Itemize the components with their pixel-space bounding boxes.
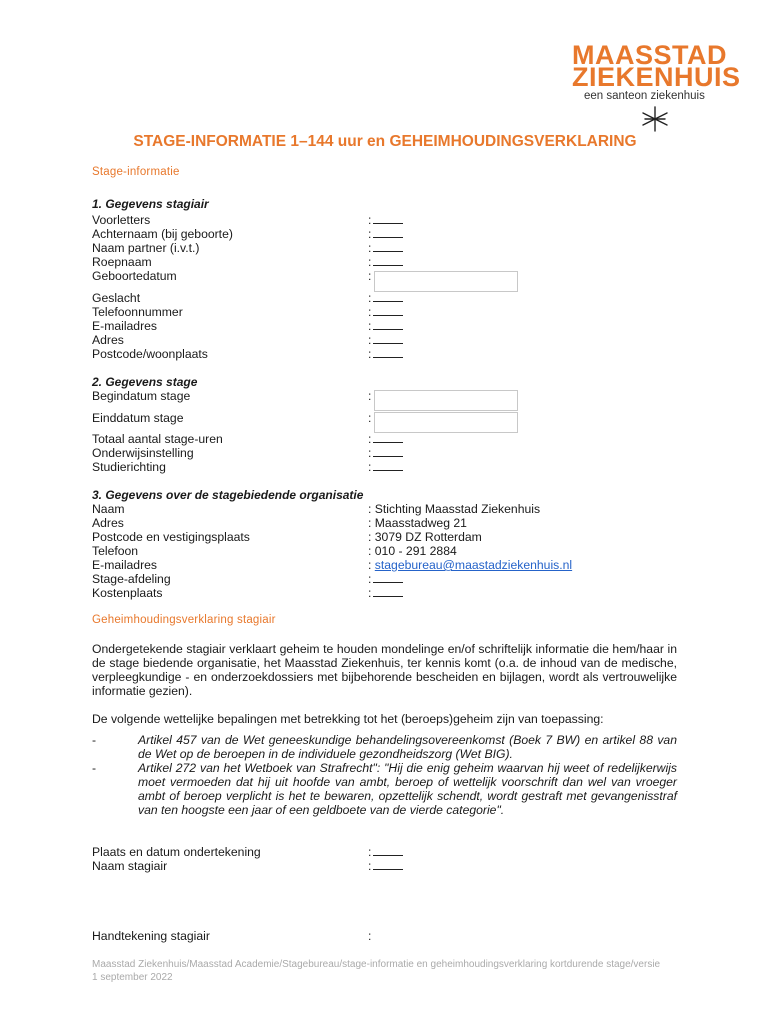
logo-tagline: een santeon ziekenhuis (584, 90, 705, 102)
section-3-heading: 3. Gegevens over de stagebiedende organisatie (92, 488, 364, 502)
field-label-stage-uren: Totaal aantal stage-uren (92, 432, 223, 446)
field-label-einddatum: Einddatum stage (92, 411, 184, 425)
page-title: STAGE-INFORMATIE 1–144 uur en GEHEIMHOUDINGSVERKLARING (133, 133, 637, 150)
org-label-emailadres: E-mailadres (92, 558, 158, 572)
field-label-onderwijsinstelling: Onderwijsinstelling (92, 446, 194, 460)
field-label-studierichting: Studierichting (92, 460, 166, 474)
org-label-kostenplaats: Kostenplaats (92, 586, 163, 600)
field-value-stage-uren[interactable]: : (368, 432, 403, 446)
field-value-achternaam[interactable]: : (368, 227, 403, 241)
org-value-postcode: : 3079 DZ Rotterdam (368, 530, 482, 544)
field-label-geboortedatum: Geboortedatum (92, 269, 177, 283)
field-label-naam-partner: Naam partner (i.v.t.) (92, 241, 200, 255)
field-label-postcode-woonplaats: Postcode/woonplaats (92, 347, 208, 361)
org-label-telefoon: Telefoon (92, 544, 139, 558)
field-value-roepnaam[interactable]: : (368, 255, 403, 269)
einddatum-input[interactable] (374, 412, 518, 433)
field-value-begindatum-colon: : (368, 389, 372, 403)
field-value-voorletters[interactable]: : (368, 213, 403, 227)
stage-info-heading: Stage-informatie (92, 166, 180, 178)
confidentiality-heading: Geheimhoudingsverklaring stagiair (92, 614, 276, 626)
org-value-telefoon: : 010 - 291 2884 (368, 544, 457, 558)
field-label-voorletters: Voorletters (92, 213, 151, 227)
bullet-text-1: Artikel 457 van de Wet geneeskundige behandelingsovereenkomst (Boek 7 BW) en artikel 88 van de Wet op de beroepen in de individuele gezondheidszorg (Wet BIG). (138, 733, 677, 761)
field-label-emailadres: E-mailadres (92, 319, 158, 333)
field-value-emailadres[interactable]: : (368, 319, 403, 333)
org-label-stage-afdeling: Stage-afdeling (92, 572, 171, 586)
logo-line-1: MAASSTAD (572, 40, 727, 70)
logo-line-2: ZIEKENHUIS (572, 62, 741, 92)
org-value-adres: : Maasstadweg 21 (368, 516, 467, 530)
field-value-onderwijsinstelling[interactable]: : (368, 446, 403, 460)
sign-value-plaats-datum[interactable]: : (368, 845, 403, 859)
confidentiality-paragraph-1: Ondergetekende stagiair verklaart geheim te houden mondelinge en/of schriftelijk informatie die hem/haar in de stage biedende organisatie, het Maasstad Ziekenhuis, ter kennis komt (o.a. de inhoud van de medische, verpleegkundige - en onderzoekdossiers met bijbehorende bescheiden en bijlagen, wordt als vertrouwelijke informatie gezien). (92, 642, 677, 698)
org-value-stage-afdeling[interactable]: : (368, 572, 403, 586)
signature-field[interactable]: : (368, 929, 372, 943)
field-value-naam-partner[interactable]: : (368, 241, 403, 255)
field-label-telefoonnummer: Telefoonnummer (92, 305, 183, 319)
org-value-emailadres: : stagebureau@maastadziekenhuis.nl (368, 558, 573, 572)
section-2-heading: 2. Gegevens stage (92, 375, 198, 389)
field-value-telefoonnummer[interactable]: : (368, 305, 403, 319)
field-value-geslacht[interactable]: : (368, 291, 403, 305)
org-label-postcode: Postcode en vestigingsplaats (92, 530, 250, 544)
field-label-roepnaam: Roepnaam (92, 255, 152, 269)
email-link[interactable]: stagebureau@maastadziekenhuis.nl (374, 558, 573, 572)
field-label-begindatum: Begindatum stage (92, 389, 191, 403)
field-label-geslacht: Geslacht (92, 291, 141, 305)
geboortedatum-input[interactable] (374, 271, 518, 292)
field-label-adres: Adres (92, 333, 124, 347)
org-value-naam: : Stichting Maasstad Ziekenhuis (368, 502, 541, 516)
field-value-geboortedatum-colon: : (368, 269, 372, 283)
bullet-text-2: Artikel 272 van het Wetboek van Strafrecht": "Hij die enig geheim waarvan hij weet of redelijkerwijs moet vermoeden dat hij uit hoofde van ambt, beroep of wettelijk voorschrift dan wel van vroeger ambt of beroep verplicht is het te bewaren, opzettelijk schendt, wordt gestraft met gevangenisstraf van ten hoogste een jaar of een geldboete van de vierde categorie". (138, 761, 677, 817)
sign-label-naam-stagiair: Naam stagiair (92, 859, 168, 873)
org-value-kostenplaats[interactable]: : (368, 586, 403, 600)
org-label-naam: Naam (92, 502, 125, 516)
star-icon (640, 106, 670, 132)
field-value-einddatum-colon: : (368, 411, 372, 425)
field-value-postcode-woonplaats[interactable]: : (368, 347, 403, 361)
sign-value-naam-stagiair[interactable]: : (368, 859, 403, 873)
sign-label-plaats-datum: Plaats en datum ondertekening (92, 845, 261, 859)
org-label-adres: Adres (92, 516, 124, 530)
bullet-mark-2: - (92, 761, 97, 775)
footer-line-1: Maasstad Ziekenhuis/Maasstad Academie/Stagebureau/stage-informatie en geheimhoudingsverklaring kortdurende stage/versie (92, 959, 661, 970)
bullet-mark-1: - (92, 733, 97, 747)
section-1-heading: 1. Gegevens stagiair (92, 197, 209, 211)
signature-label: Handtekening stagiair (92, 929, 210, 943)
field-value-studierichting[interactable]: : (368, 460, 403, 474)
begindatum-input[interactable] (374, 390, 518, 411)
field-label-achternaam: Achternaam (bij geboorte) (92, 227, 233, 241)
confidentiality-paragraph-2: De volgende wettelijke bepalingen met betrekking tot het (beroeps)geheim zijn van toepassing: (92, 712, 604, 726)
footer-line-2: 1 september 2022 (92, 972, 173, 983)
field-value-adres[interactable]: : (368, 333, 403, 347)
page-footer (92, 958, 692, 984)
